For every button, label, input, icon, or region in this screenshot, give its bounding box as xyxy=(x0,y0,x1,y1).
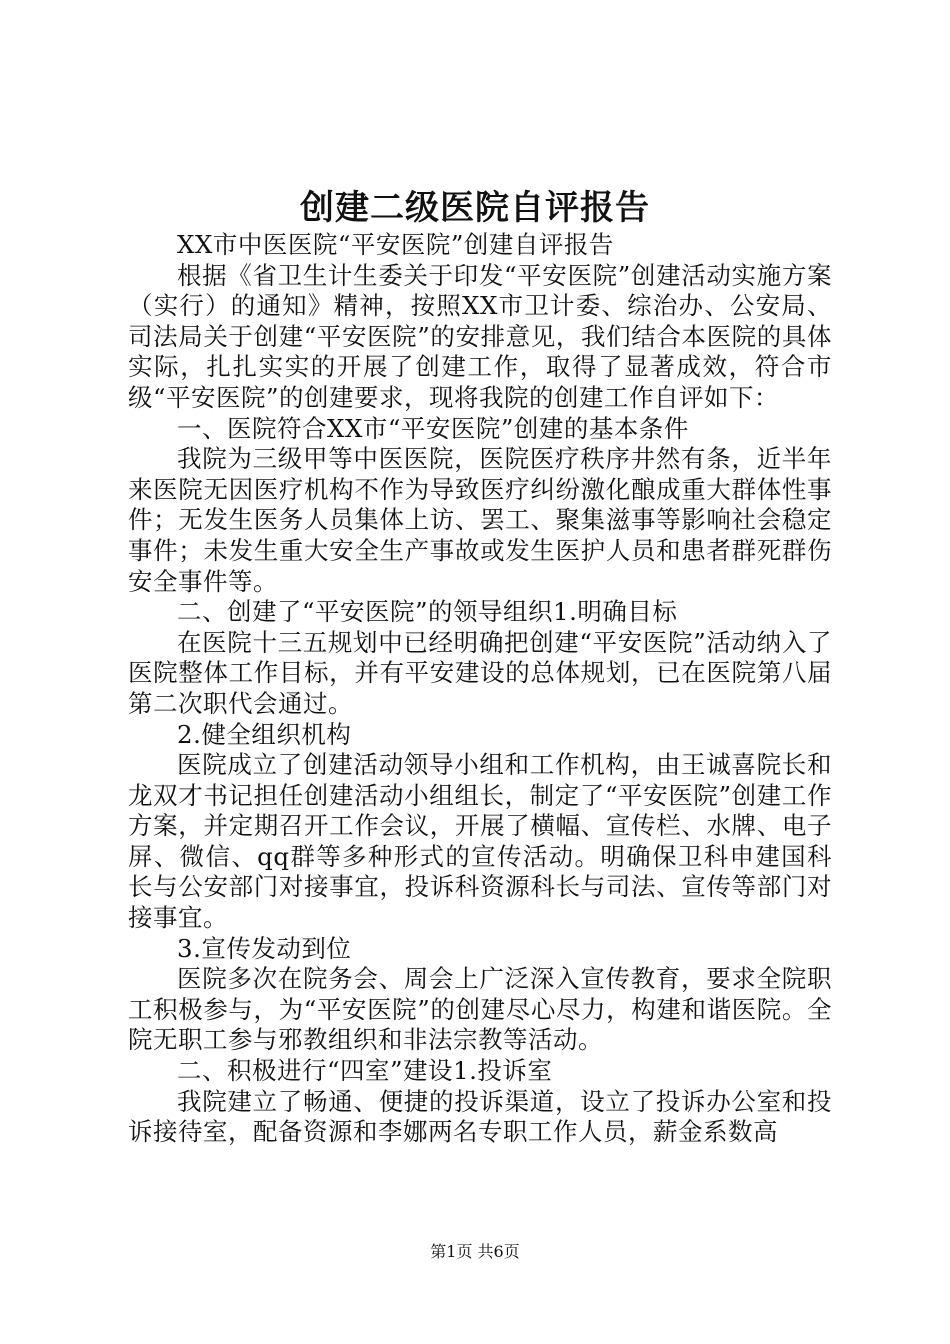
paragraph-publicity: 医院多次在院务会、周会上广泛深入宣传教育，要求全院职工积极参与，为“平安医院”的创建尽心尽力，构建和谐医院。全院无职工参与邪教组织和非法宗教等活动。 xyxy=(128,964,832,1055)
paragraph-complaints: 我院建立了畅通、便捷的投诉渠道，设立了投诉办公室和投诉接待室，配备资源和李娜两名专职工作人员，薪金系数高 xyxy=(128,1086,832,1147)
paragraph-basic-conditions: 我院为三级甲等中医医院，医院医疗秩序井然有条，近半年来医院无因医疗机构不作为导致医疗纠纷激化酿成重大群体性事件；无发生医务人员集体上访、罢工、聚集滋事等影响社会稳定事件；未发生重大安全生产事故或发生医护人员和患者群死群伤安全事件等。 xyxy=(128,444,832,596)
subheading-organization: 2.健全组织机构 xyxy=(177,719,352,749)
paragraph-goals: 在医院十三五规划中已经明确把创建“平安医院”活动纳入了医院整体工作目标，并有平安建设的总体规划，已在医院第八届第二次职代会通过。 xyxy=(128,627,832,718)
section-heading-3: 二、积极进行“四室”建设1.投诉室 xyxy=(177,1056,553,1086)
subheading-publicity: 3.宣传发动到位 xyxy=(177,933,352,963)
section-heading-1: 一、医院符合XX市“平安医院”创建的基本条件 xyxy=(177,413,689,443)
section-heading-2: 二、创建了“平安医院”的领导组织1.明确目标 xyxy=(177,597,678,627)
page-footer: 第1页 共6页 xyxy=(430,1242,520,1261)
paragraph-subtitle: XX市中医医院“平安医院”创建自评报告 xyxy=(177,230,614,259)
document-body xyxy=(128,230,832,1148)
document-title: 创建二级医院自评报告 xyxy=(300,188,650,228)
paragraph-intro: 根据《省卫生计生委关于印发“平安医院”创建活动实施方案（实行）的通知》精神，按照XX市卫计委、综治办、公安局、司法局关于创建“平安医院”的安排意见，我们结合本医院的具体实际，扎扎实实的开展了创建工作，取得了显著成效，符合市级“平安医院”的创建要求，现将我院的创建工作自评如下： xyxy=(128,260,832,412)
paragraph-organization: 医院成立了创建活动领导小组和工作机构，由王诚喜院长和龙双才书记担任创建活动小组组长，制定了“平安医院”创建工作方案，并定期召开工作会议，开展了横幅、宣传栏、水牌、电子屏、微信、qq群等多种形式的宣传活动。明确保卫科申建国科长与公安部门对接事宜，投诉科资源科长与司法、宣传等部门对接事宜。 xyxy=(128,750,832,933)
